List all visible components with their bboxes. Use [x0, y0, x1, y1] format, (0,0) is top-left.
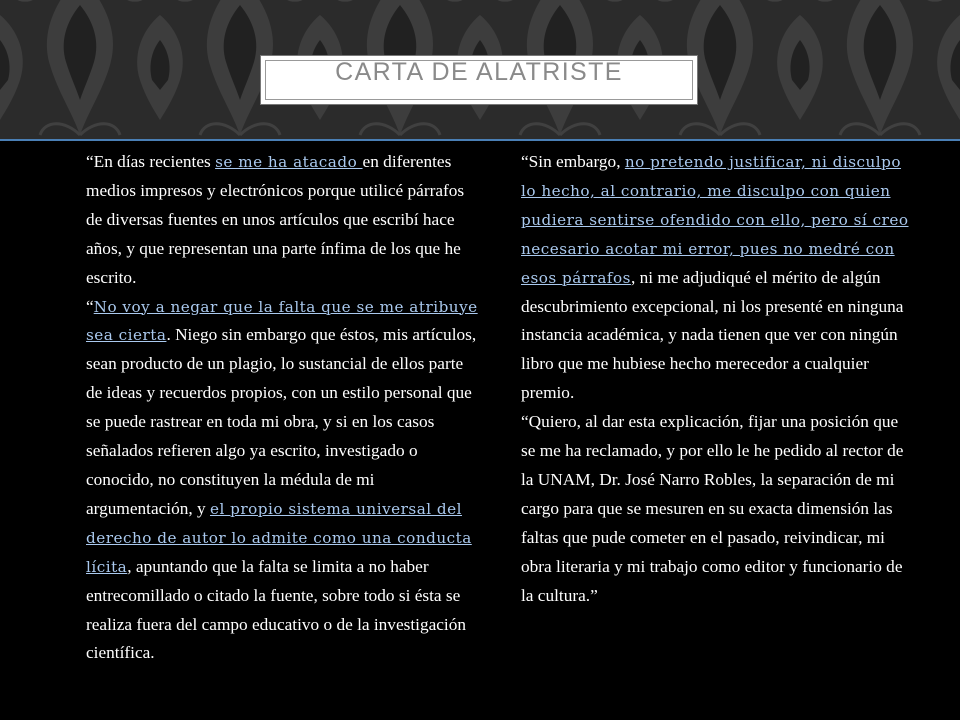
- text: “En días recientes: [86, 152, 216, 171]
- slide-title: CARTA DE ALATRISTE: [335, 58, 623, 86]
- text: “: [86, 296, 94, 316]
- hyperlink[interactable]: No voy a negar que la falta que se me atribuye sea cierta: [86, 297, 478, 345]
- text: . Niego sin embargo que éstos, mis artículos, sean producto de un plagio, lo sustancial de ellos parte de ideas y recuerdos propios, con un estilo personal que se puede rastrear en toda mi obra, y si en los casos señalados refieren algo ya escrito, investigado o conocido, no constituyen la médula de mi argumentación, y: [86, 325, 477, 518]
- text: , apuntando que la falta se limita a no haber entrecomillado o citado la fuente, sobre todo si ésta se realiza fuera del campo educativo o de la investigación científica.: [86, 556, 467, 663]
- text: , ni me adjudiqué el mérito de algún descubrimiento excepcional, ni los presenté en ninguna instancia académica, y nada tienen que ver con ningún libro que me hubiese hecho merecedor a cualquier premio.: [521, 267, 904, 403]
- left-paragraph-1: [86, 148, 480, 293]
- left-paragraph-2: [86, 293, 480, 669]
- hyperlink[interactable]: no pretendo justificar, ni disculpo lo hecho, al contrario, me disculpo con quien pudiera sentirse ofendido con ello, pero sí creo necesario acotar mi error, pues no medré con esos párrafos: [521, 153, 909, 287]
- header-divider-line: [0, 139, 960, 141]
- left-text-column: [86, 148, 480, 668]
- text: en diferentes medios impresos y electrónicos porque utilicé párrafos de diversas fuentes en unos artículos que escribí hace años, y que representan una parte ínfima de los que he escrito.: [86, 152, 465, 287]
- right-paragraph-1: [521, 148, 911, 408]
- hyperlink[interactable]: el propio sistema universal del derecho de autor lo admite como una conducta lícita: [86, 499, 472, 576]
- text: “Quiero, al dar esta explicación, fijar una posición que se me ha reclamado, y por ello le he pedido al rector de la UNAM, Dr. José Narro Robles, la separación de mi cargo para que se mesuren en su exacta dimensión las faltas que pude cometer en el pasado, reivindicar, mi obra literaria y mi trabajo como editor y funcionario de la cultura.”: [521, 412, 904, 605]
- title-box: [260, 55, 698, 105]
- right-text-column: [521, 148, 911, 611]
- right-paragraph-2: [521, 408, 911, 610]
- text: “Sin embargo,: [521, 152, 625, 171]
- hyperlink[interactable]: se me ha atacado: [215, 153, 363, 171]
